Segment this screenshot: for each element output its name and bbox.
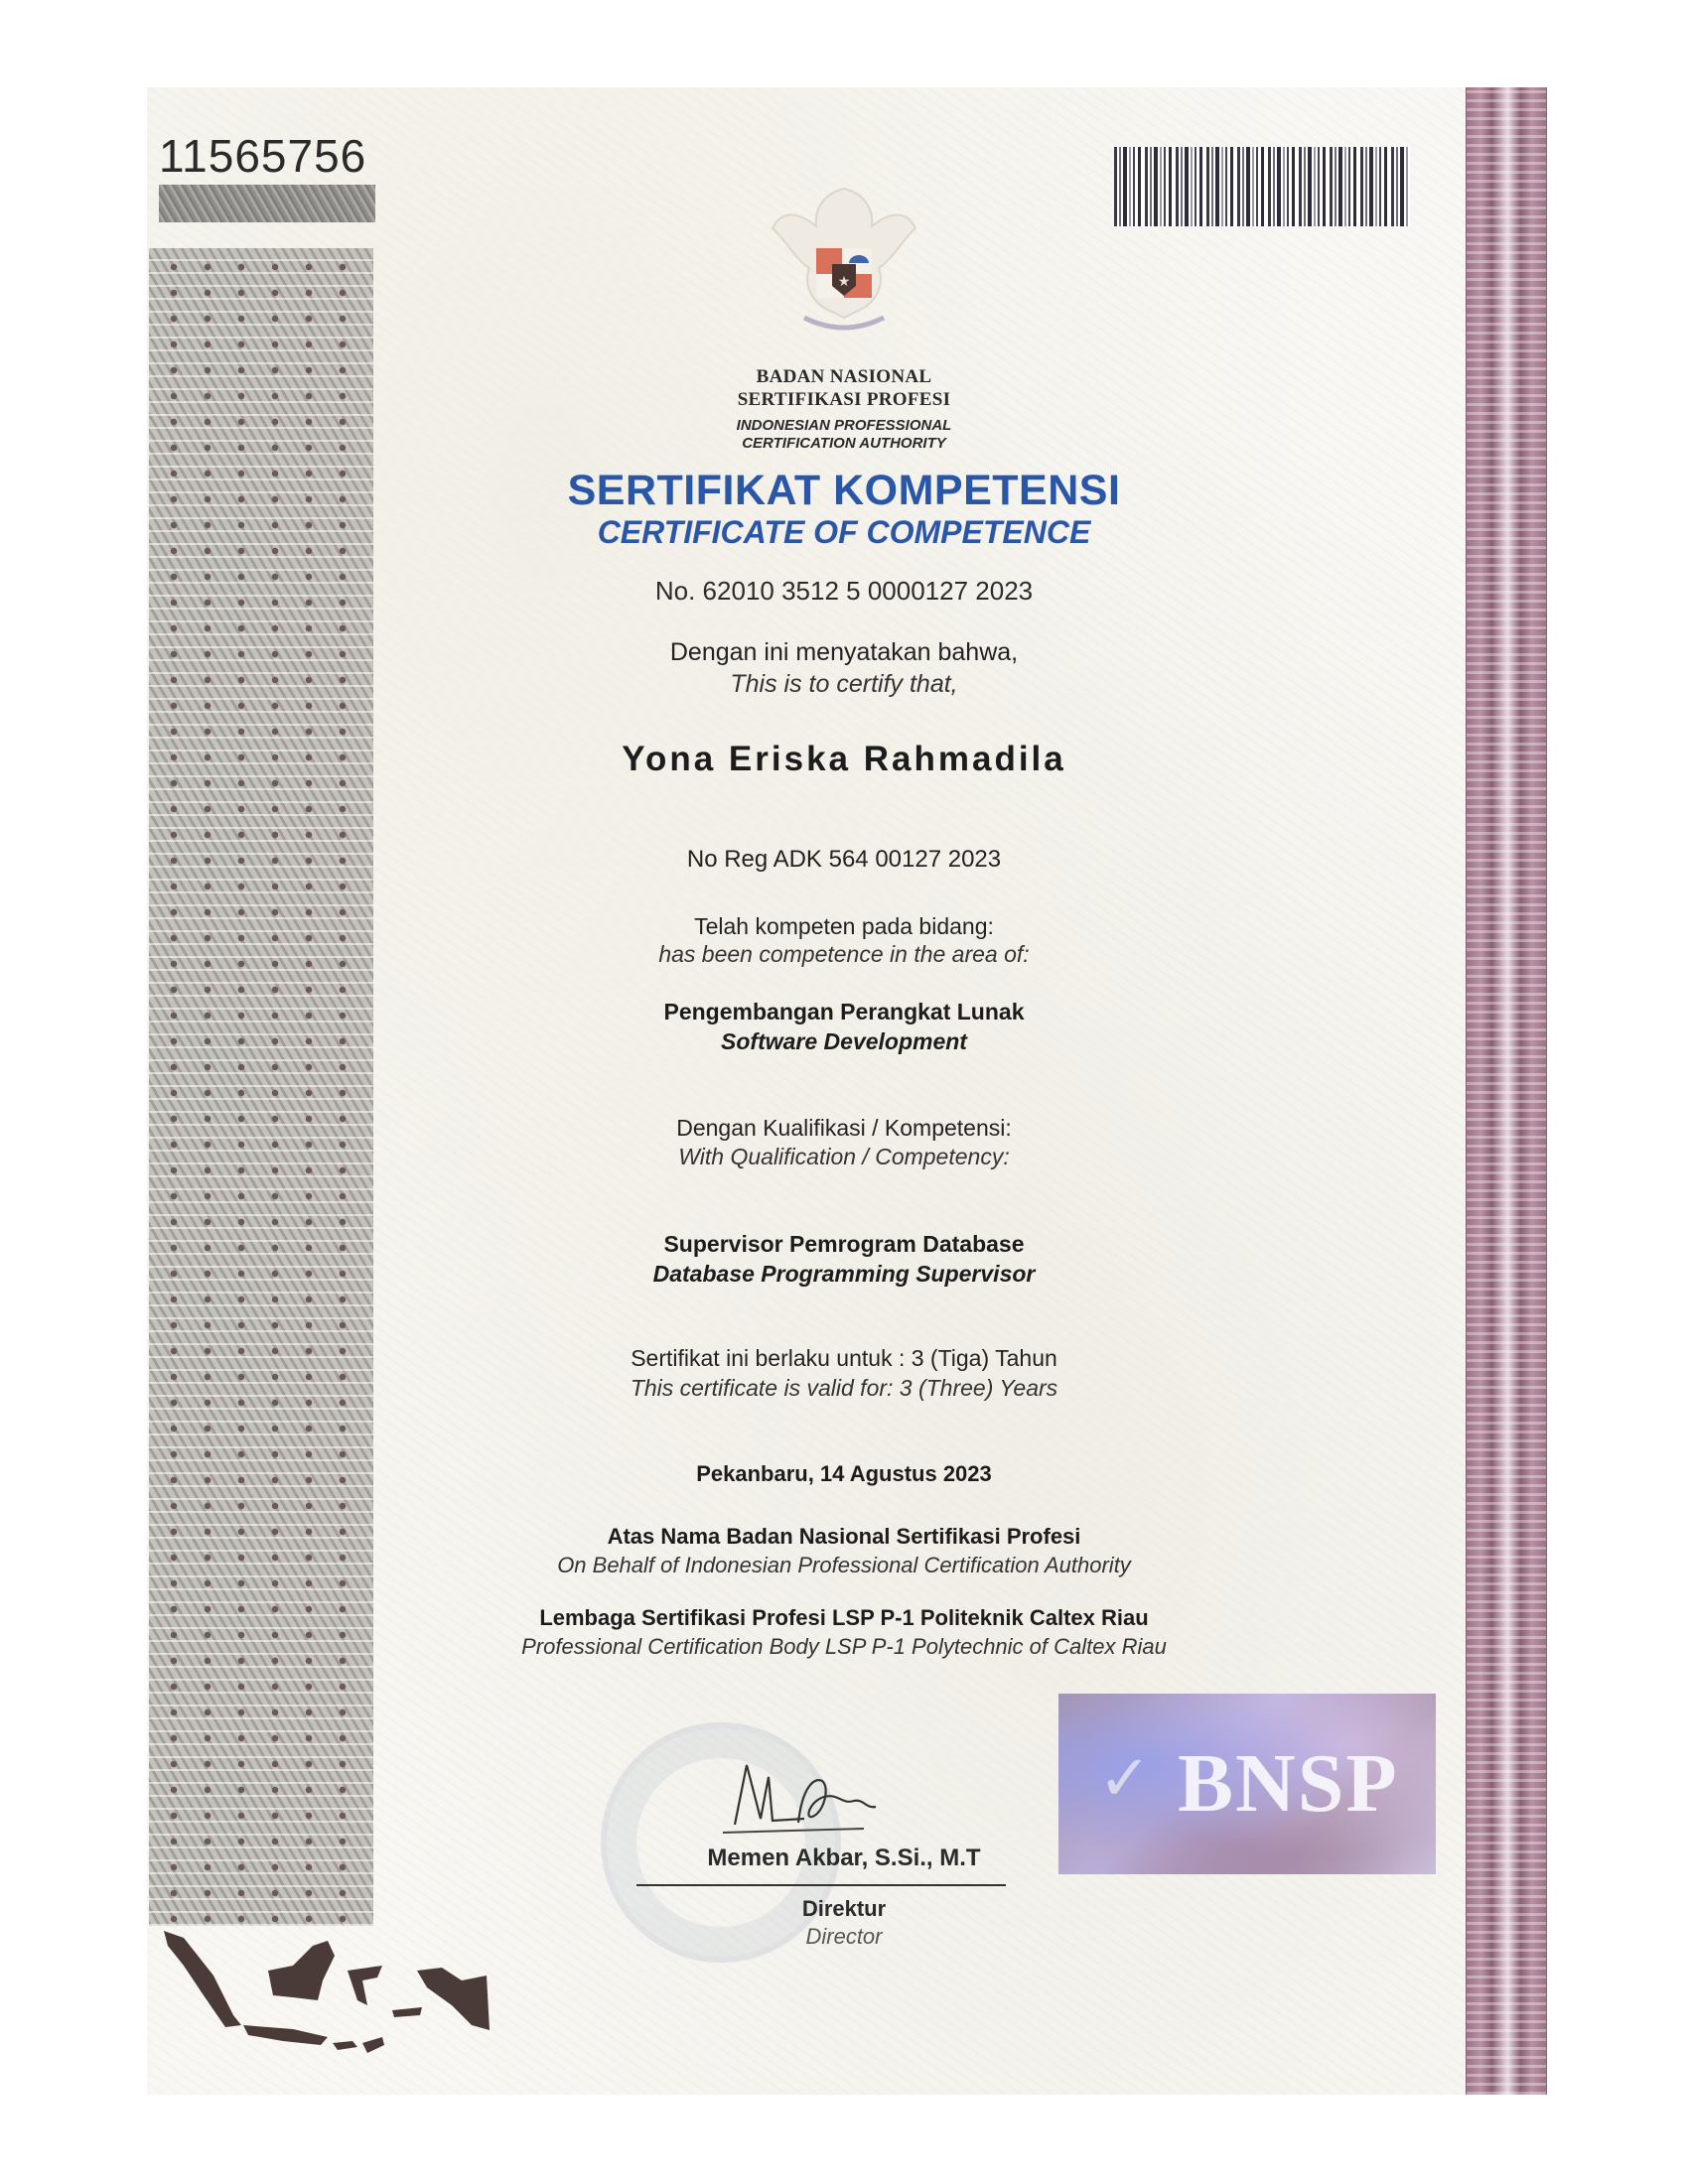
- agency-name-id-line2: SERTIFIKASI PROFESI: [737, 389, 951, 410]
- signature-line: [636, 1884, 1006, 1886]
- agency-name-en-line2: CERTIFICATION AUTHORITY: [742, 435, 946, 452]
- place-date: Pekanbaru, 14 Agustus 2023: [696, 1461, 992, 1486]
- garuda-emblem-icon: [755, 169, 933, 347]
- intro-id: Dengan ini menyatakan bahwa,: [669, 638, 1019, 666]
- qualification-label-id: Dengan Kualifikasi / Kompetensi:: [676, 1115, 1012, 1141]
- signatory-role-en: Director: [805, 1924, 883, 1949]
- validity-en: This certificate is valid for: 3 (Three) Years: [630, 1375, 1058, 1401]
- qualification-en: Database Programming Supervisor: [652, 1261, 1036, 1287]
- signature-icon: [715, 1747, 923, 1856]
- qualification-id: Supervisor Pemrogram Database: [663, 1231, 1025, 1257]
- certification-body-id: Lembaga Sertifikasi Profesi LSP P-1 Politeknik Caltex Riau: [539, 1605, 1149, 1630]
- validity-id: Sertifikat ini berlaku untuk : 3 (Tiga) Tahun: [631, 1345, 1057, 1371]
- area-label-id: Telah kompeten pada bidang:: [694, 913, 994, 939]
- certificate-number: No. 62010 3512 5 0000127 2023: [654, 576, 1034, 606]
- bnsp-logo-text: BNSP: [1178, 1737, 1399, 1830]
- area-id: Pengembangan Perangkat Lunak: [663, 999, 1025, 1024]
- holder-name: Yona Eriska Rahmadila: [622, 740, 1066, 778]
- area-en: Software Development: [721, 1028, 967, 1054]
- certificate-title-id: SERTIFIKAT KOMPETENSI: [567, 467, 1121, 514]
- qualification-label-en: With Qualification / Competency:: [678, 1144, 1010, 1169]
- serial-scratch-panel: [159, 185, 375, 222]
- checkmark-icon: ✓: [1098, 1742, 1152, 1814]
- certification-body-en: Professional Certification Body LSP P-1 Polytechnic of Caltex Riau: [521, 1634, 1167, 1659]
- signatory-role-id: Direktur: [801, 1896, 887, 1921]
- behalf-en: On Behalf of Indonesian Professional Certification Authority: [557, 1553, 1131, 1577]
- signatory-name: Memen Akbar, S.Si., M.T: [707, 1844, 981, 1871]
- barcode: [1114, 147, 1410, 226]
- bnsp-hologram-sticker: [1058, 1694, 1436, 1874]
- svg-text:★: ★: [837, 273, 851, 289]
- area-label-en: has been competence in the area of:: [658, 941, 1030, 967]
- issuing-agency: [0, 365, 1688, 453]
- behalf-id: Atas Nama Badan Nasional Sertifikasi Profesi: [607, 1524, 1081, 1549]
- serial-number: 11565756: [159, 130, 367, 182]
- certificate-title-en: CERTIFICATE OF COMPETENCE: [597, 514, 1091, 550]
- agency-name-en-line1: INDONESIAN PROFESSIONAL: [736, 417, 952, 434]
- indonesia-map-icon: [154, 1926, 492, 2065]
- registration-number: No Reg ADK 564 00127 2023: [686, 846, 1002, 873]
- intro-en: This is to certify that,: [730, 670, 958, 698]
- agency-name-id-line1: BADAN NASIONAL: [756, 366, 932, 387]
